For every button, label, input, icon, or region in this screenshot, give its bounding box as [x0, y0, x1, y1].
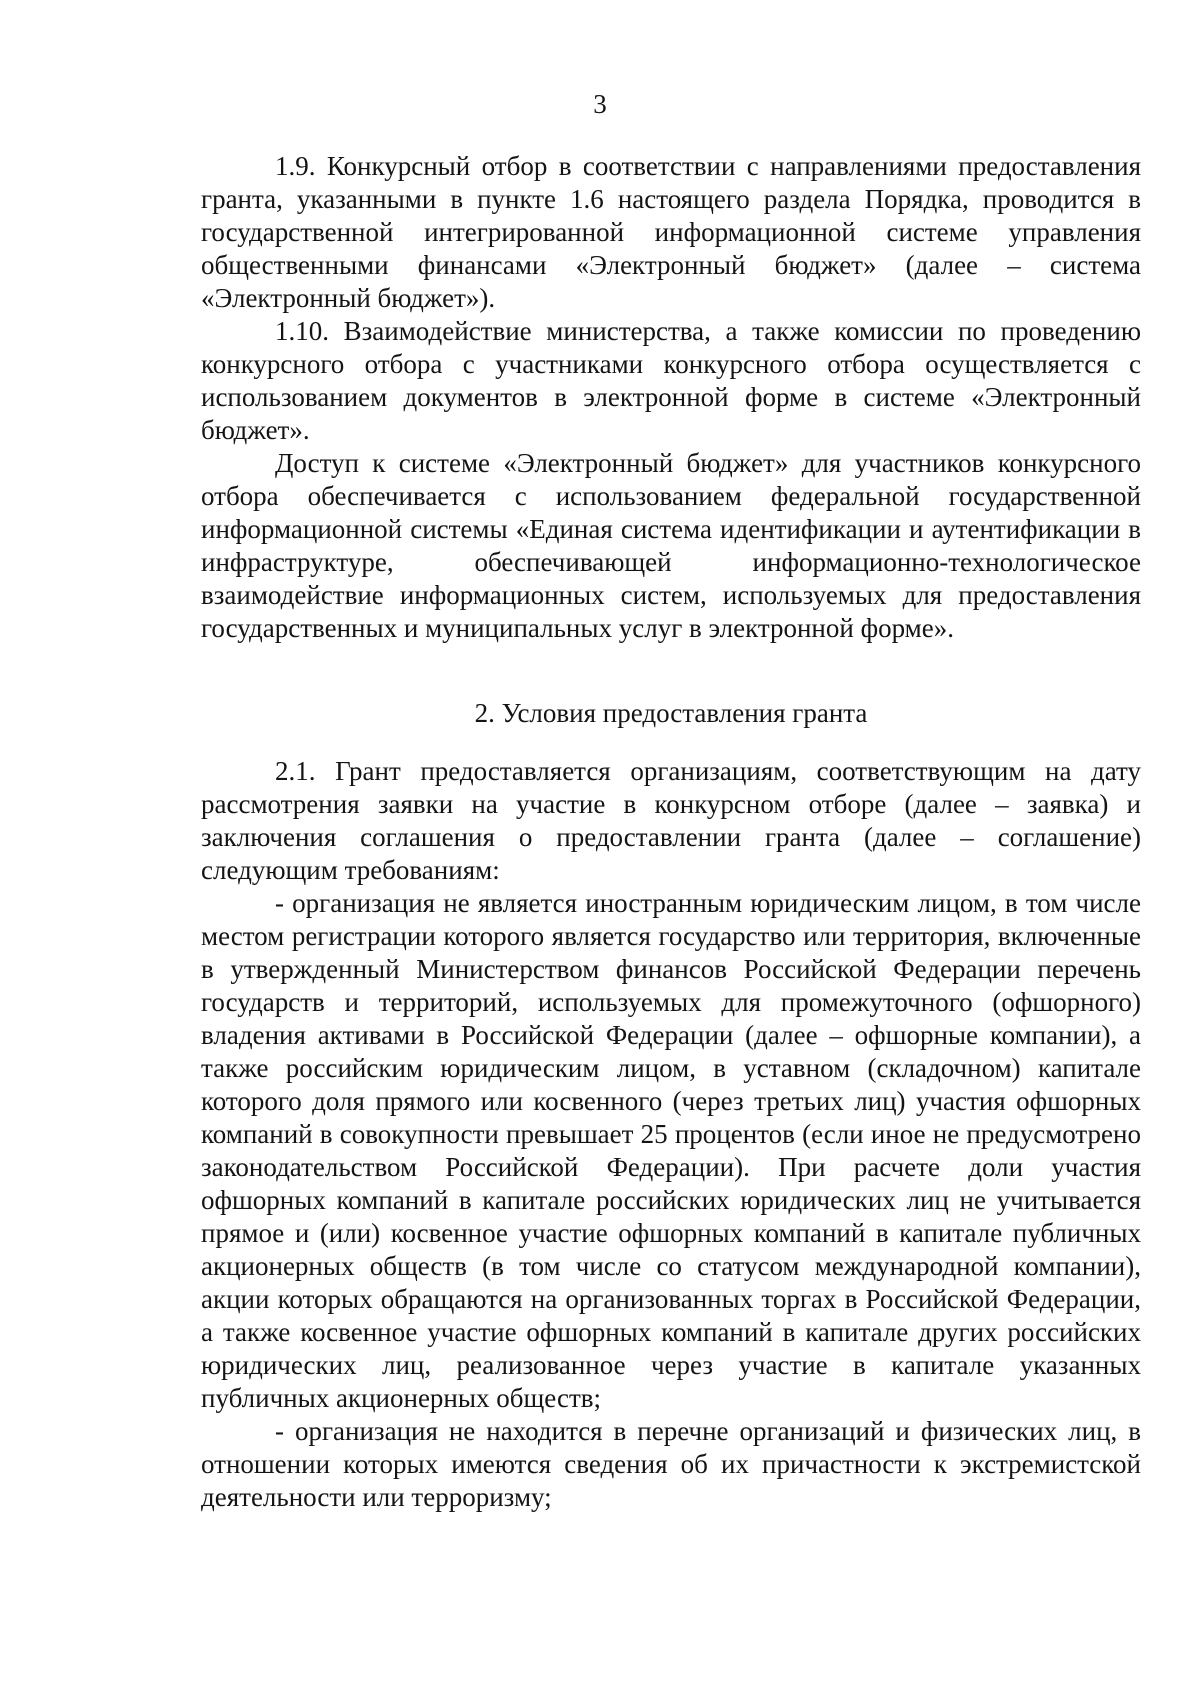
section-heading-block: [201, 697, 1141, 730]
list-item-extremism: - организация не находится в перечне организаций и физических лиц, в отношении которых имеются сведения об их причастности к экстремистской деятельности или терроризму;: [201, 1416, 1141, 1512]
list-item-offshore: - организация не является иностранным юридическим лицом, в том числе местом регистрации которого является государство или территория, включенные в утвержденный Министерством финансов Российской Федерации перечень государств и территорий, используемых для промежуточного (офшорного) владения активами в Российской Федерации (далее – офшорные компании), а также российским юридическим лицом, в уставном (складочном) капитале которого доля прямого или косвенного (через третьих лиц) участия офшорных компаний в совокупности превышает 25 процентов (если иное не предусмотрено законодательством Российской Федерации). При расчете доли участия офшорных компаний в капитале российских юридических лиц не учитывается прямое и (или) косвенное участие офшорных компаний в капитале публичных акционерных обществ (в том числе со статусом международной компании), акции которых обращаются на организованных торгах в Российской Федерации, а также косвенное участие офшорных компаний в капитале других российских юридических лиц, реализованное через участие в капитале указанных публичных акционерных обществ;: [201, 888, 1141, 1413]
paragraph-1-10: 1.10. Взаимодействие министерства, а также комиссии по проведению конкурсного отбора с участниками конкурсного отбора осуществляется с использованием документов в электронной форме в системе «Электронный бюджет».: [201, 316, 1141, 445]
paragraph-access: Доступ к системе «Электронный бюджет» для участников конкурсного отбора обеспечивается с использованием федеральной государственной информационной системы «Единая система идентификации и аутентификации в инфраструктуре, обеспечивающей информационно-технологическое взаимодействие информационных систем, используемых для предоставления государственных и муниципальных услуг в электронной форме».: [201, 448, 1141, 643]
body-text-block-2: [201, 755, 1141, 1514]
paragraph-2-1: 2.1. Грант предоставляется организациям, соответствующим на дату рассмотрения заявки на участие в конкурсном отборе (далее – заявка) и заключения соглашения о предоставлении гранта (далее – соглашение) следующим требованиям:: [201, 756, 1141, 885]
body-text-block-1: [201, 150, 1141, 645]
page-number: 3: [593, 89, 607, 119]
paragraph-1-9: 1.9. Конкурсный отбор в соответствии с направлениями предоставления гранта, указанными в пункте 1.6 настоящего раздела Порядка, проводится в государственной интегрированной информационной системе управления общественными финансами «Электронный бюджет» (далее – система «Электронный бюджет»).: [201, 151, 1141, 313]
section-heading: 2. Условия предоставления гранта: [474, 698, 868, 728]
